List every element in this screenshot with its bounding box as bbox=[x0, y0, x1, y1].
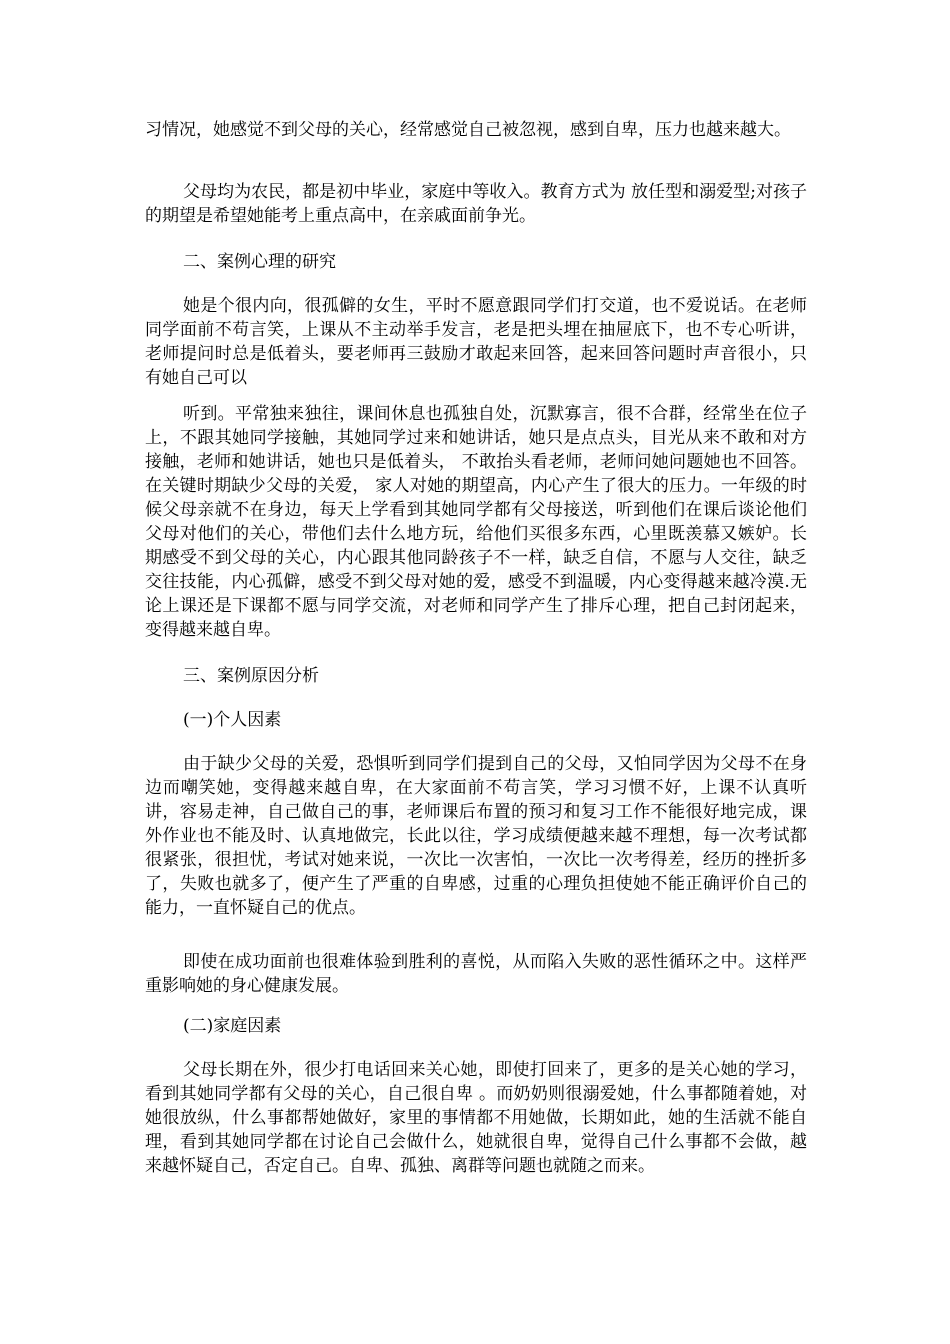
subheading-family-factors: (二)家庭因素 bbox=[183, 1016, 282, 1036]
paragraph-loner: 听到。平常独来独往，课间休息也孤独自处，沉默寡言，很不合群，经常坐在位子上，不跟其她同学接触，其她同学过来和她讲话，她只是点点头，目光从来不敢和对方接触，老师和她讲话，她也只是低着头， 不敢抬头看老师，老师问她问题她也不回答。在关键时期缺少父母的关爱， 家人对她的期望高，内心产生了很大的压力。一年级的时候父母亲就不在身边，每天上学看到其她同学都有父母接送，听到他们在课后谈论他们父母对他们的关心，带他们去什么地方玩，给他们买很多东西，心里既羡慕又嫉妒。长期感受不到父母的关心，内心跟其他同龄孩子不一样，缺乏自信，不愿与人交往，缺乏交往技能，内心孤僻，感受不到父母对她的爱，感受不到温暖，内心变得越来越冷漠.无论上课还是下课都不愿与同学交流，对老师和同学产生了排斥心理，把自己封闭起来，变得越来越自卑。 bbox=[145, 404, 807, 640]
section-heading-psychology: 二、案例心理的研究 bbox=[183, 252, 336, 272]
paragraph-introverted: 她是个很内向，很孤僻的女生，平时不愿意跟同学们打交道，也不爱说话。在老师同学面前不苟言笑，上课从不主动举手发言，老是把头埋在抽屉底下，也不专心听讲，老师提问时总是低着头，要老师再三鼓励才敢起来回答，起来回答问题时声音很小，只有她自己可以 bbox=[145, 296, 807, 388]
paragraph-family-factors: 父母长期在外，很少打电话回来关心她，即使打回来了，更多的是关心她的学习，看到其她同学都有父母的关心，自己很自卑 。而奶奶则很溺爱她，什么事都随着她，对她很放纵，什么事都帮她做好，家里的事情都不用她做，长期如此，她的生活就不能自理，看到其她同学都在讨论自己会做什么，她就很自卑，觉得自己什么事都不会做，越来越怀疑自己，否定自己。自卑、孤独、离群等问题也就随之而来。 bbox=[145, 1060, 807, 1176]
paragraph-failure-cycle: 即使在成功面前也很难体验到胜利的喜悦，从而陷入失败的恶性循环之中。这样严重影响她的身心健康发展。 bbox=[145, 952, 807, 996]
paragraph-parents-background: 父母均为农民，都是初中毕业，家庭中等收入。教育方式为 放任型和溺爱型;对孩子的期望是希望她能考上重点高中，在亲戚面前争光。 bbox=[145, 182, 807, 226]
paragraph-study-situation: 习情况，她感觉不到父母的关心，经常感觉自己被忽视，感到自卑，压力也越来越大。 bbox=[145, 120, 791, 140]
section-heading-cause-analysis: 三、案例原因分析 bbox=[183, 666, 319, 686]
subheading-personal-factors: (一)个人因素 bbox=[183, 710, 282, 730]
paragraph-personal-factors: 由于缺少父母的关爱，恐惧听到同学们提到自己的父母，又怕同学因为父母不在身边而嘲笑她，变得越来越自卑，在大家面前不苟言笑，学习习惯不好，上课不认真听讲，容易走神，自己做自己的事，老师课后布置的预习和复习工作不能很好地完成，课外作业也不能及时、认真地做完，长此以往，学习成绩便越来越不理想，每一次考试都很紧张，很担忧，考试对她来说，一次比一次害怕，一次比一次考得差，经历的挫折多了，失败也就多了，便产生了严重的自卑感，过重的心理负担使她不能正确评价自己的能力，一直怀疑自己的优点。 bbox=[145, 754, 807, 918]
